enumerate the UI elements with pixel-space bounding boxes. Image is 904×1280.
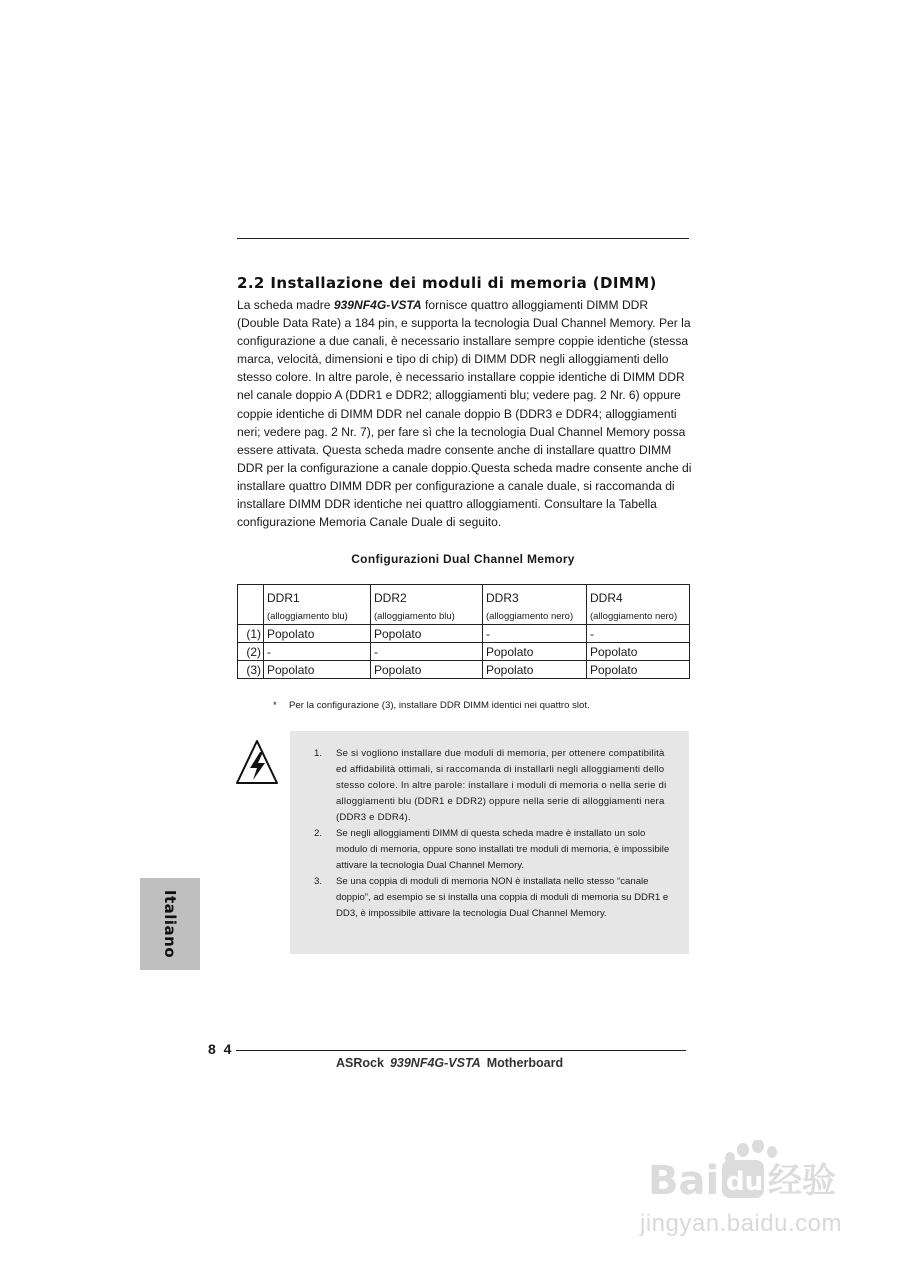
section-title: 2.2 Installazione dei moduli di memoria (DIMM) <box>237 274 657 292</box>
table-header-row <box>238 585 690 625</box>
footnote-text: Per la configurazione (3), installare DDR DIMM identici nei quattro slot. <box>289 700 590 711</box>
table-row <box>238 661 690 679</box>
note-text: Se una coppia di moduli di memoria NON è installata nello stesso “canale doppio”, ad esempio se si installa una coppia di moduli di memoria su DDR1 e DD3, è impossibile attivare la tecnologia Dual Channel Memory. <box>336 876 669 919</box>
note-item <box>314 874 674 922</box>
row-number: (3) <box>238 661 264 679</box>
header-ddr1: DDR1 (alloggiamento blu) <box>264 585 371 625</box>
header-ddr3: DDR3 (alloggiamento nero) <box>483 585 587 625</box>
intro-prefix: La scheda madre <box>237 298 334 312</box>
row-number: (1) <box>238 625 264 643</box>
note-text: Se si vogliono installare due moduli di memoria, per ottenere compatibilità ed affidabilità ottimali, si raccomanda di installarli negli alloggiamenti dello stesso colore. In altre parole: installare i moduli di memoria o nella serie di alloggiamenti blu (DDR1 e DDR2) oppure nella serie di alloggiamenti nera (DDR3 e DDR4). <box>336 748 667 823</box>
svg-text:Bai: Bai <box>648 1158 720 1200</box>
dual-channel-config-table <box>237 584 690 679</box>
intro-model-name: 939NF4G-VSTA <box>333 298 422 312</box>
table-cell: Popolato <box>483 661 587 679</box>
svg-text:经验: 经验 <box>768 1161 836 1200</box>
table-row <box>238 643 690 661</box>
footnote-marker: * <box>273 700 277 711</box>
table-cell: - <box>483 625 587 643</box>
header-ddr2-sub: (alloggiamento blu) <box>374 611 455 622</box>
table-footnote <box>273 700 590 711</box>
table-cell: Popolato <box>371 661 483 679</box>
note-number: 3. <box>314 876 323 887</box>
table-cell: Popolato <box>587 643 690 661</box>
table-cell: Popolato <box>483 643 587 661</box>
svg-text:du: du <box>726 1167 764 1197</box>
footer-brand <box>336 1056 563 1070</box>
language-label: Italiano <box>161 889 179 959</box>
baidu-watermark-logo <box>648 1140 848 1200</box>
row-number: (2) <box>238 643 264 661</box>
table-cell: - <box>587 625 690 643</box>
bottom-rule <box>236 1050 686 1051</box>
header-ddr2: DDR2 (alloggiamento blu) <box>371 585 483 625</box>
footer-model-name: 939NF4G-VSTA <box>389 1056 481 1070</box>
footer-brand-name: ASRock <box>336 1056 384 1070</box>
table-cell: - <box>371 643 483 661</box>
intro-paragraph <box>237 296 692 531</box>
header-ddr3-sub: (alloggiamento nero) <box>486 611 574 622</box>
header-ddr4-sub: (alloggiamento nero) <box>590 611 678 622</box>
top-rule <box>237 238 689 239</box>
notes-box <box>290 731 689 954</box>
note-text: Se negli alloggiamenti DIMM di questa scheda madre è installato un solo modulo di memoria, oppure sono installati tre moduli di memoria, è impossibile attivare la tecnologia Dual Channel Memory. <box>336 828 670 871</box>
table-caption: Configurazioni Dual Channel Memory <box>351 552 575 566</box>
notes-list <box>314 746 674 922</box>
page-number: 8 4 <box>208 1041 234 1057</box>
table-cell: Popolato <box>264 625 371 643</box>
warning-lightning-icon <box>235 739 279 785</box>
table-cell: - <box>264 643 371 661</box>
table-cell: Popolato <box>371 625 483 643</box>
header-empty-cell <box>238 585 264 625</box>
table-row <box>238 625 690 643</box>
note-number: 1. <box>314 748 323 759</box>
table-cell: Popolato <box>264 661 371 679</box>
note-item <box>314 826 674 874</box>
footer-product: Motherboard <box>486 1056 564 1070</box>
note-item <box>314 746 674 826</box>
header-ddr1-sub: (alloggiamento blu) <box>267 611 348 622</box>
language-side-tab <box>140 878 200 970</box>
intro-body: fornisce quattro alloggiamenti DIMM DDR (Double Data Rate) a 184 pin, e supporta la tecnologia Dual Channel Memory. Per la configurazione a due canali, è necessario installare sempre coppie identiche (stessa marca, velocità, dimensioni e tipo di chip) di DIMM DDR negli alloggiamenti dello stesso colore. In altre parole, è necessario installare coppie identiche di DIMM DDR nel canale doppio A (DDR1 e DDR2; alloggiamenti blu; vedere pag. 2 Nr. 6) oppure coppie identiche di DIMM DDR nel canale doppio B (DDR3 e DDR4; alloggiamenti neri; vedere pag. 2 Nr. 7), per fare sì che la tecnologia Dual Channel Memory possa essere attivata. Questa scheda madre consente anche di installare quattro DIMM DDR per la configurazione a canale doppio.Questa scheda madre consente anche di installare quattro DIMM DDR per configurazione a canale duale, si raccomanda di installare DIMM DDR identiche nei quattro alloggiamenti. Consultare la Tabella configurazione Memoria Canale Duale di seguito. <box>237 298 692 530</box>
table-cell: Popolato <box>587 661 690 679</box>
note-number: 2. <box>314 828 323 839</box>
watermark-url: jingyan.baidu.com <box>640 1210 842 1237</box>
header-ddr4: DDR4 (alloggiamento nero) <box>587 585 690 625</box>
